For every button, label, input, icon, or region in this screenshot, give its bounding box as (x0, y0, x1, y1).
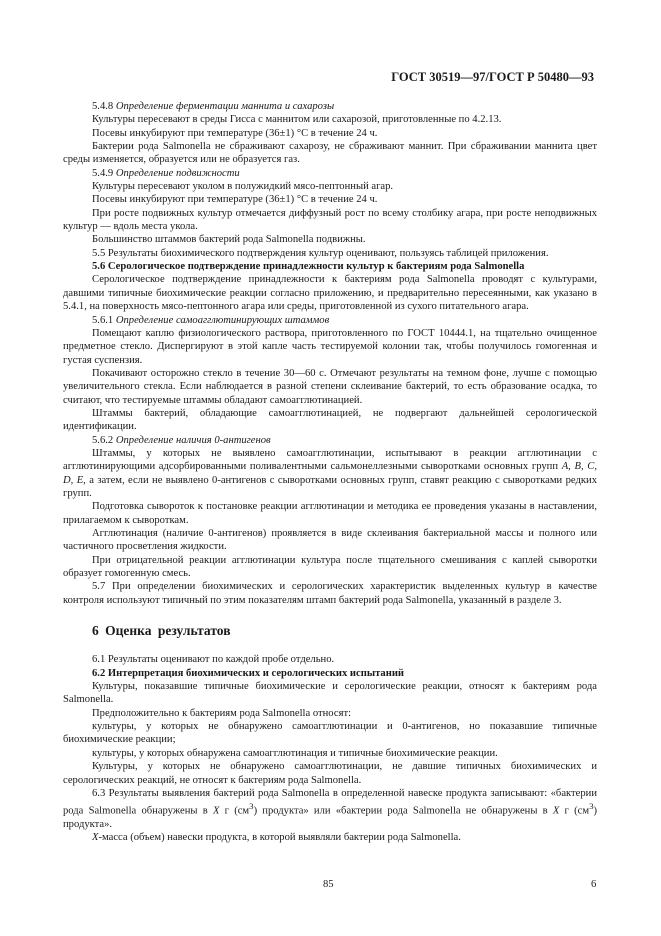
clause-5-4-8-heading: 5.4.8 Определение ферментации маннита и сахарозы (92, 101, 335, 112)
paragraph: При росте подвижных культур отмечается диффузный рост по всему столбику агара, при росте неподвижных культур — вдоль места укола. (63, 207, 597, 233)
clause-5-6-1-heading: 5.6.1 Определение самоагглютинирующих штаммов (92, 314, 330, 326)
page-number: 85 (323, 879, 334, 890)
paragraph: Штаммы, у которых не выявлено самоагглютинации, испытывают в реакции агглютинации с агглютинирующими адсорбированными поливалентными сальмонеллезными сыворотками основных групп A, B, C, D, E, а затем, если не выявлено 0-антигенов с сыворотками основных групп, ставят реакцию с сыворотками редких групп. (63, 447, 597, 499)
document-header: ГОСТ 30519—97/ГОСТ Р 50480—93 (391, 70, 594, 84)
clause-6-2-heading: 6.2 Интерпретация биохимических и серологических испытаний (92, 667, 405, 679)
paragraph: Агглютинация (наличие 0-антигенов) проявляется в виде склеивания бактериальной массы и полного или частичного просветления жидкости. (63, 528, 597, 553)
section-6-heading: 6 Оценка результатов (92, 623, 231, 639)
paragraph: Штаммы бактерий, обладающие самоагглютинацией, не подвергают дальнейшей серологической идентификации. (63, 407, 597, 433)
document-body (63, 100, 597, 845)
clause-5-4-9-heading: 5.4.9 Определение подвижности (92, 167, 240, 179)
clause-5-5: 5.5 Результаты биохимического подтверждения культур оценивают, пользуясь таблицей приложения. (92, 247, 549, 259)
paragraph: культуры, у которых обнаружена самоагглютинация и типичные биохимические реакции. (92, 747, 498, 759)
paragraph: Большинство штаммов бактерий рода Salmonella подвижны. (92, 234, 366, 246)
paragraph: Бактерии рода Salmonella не сбраживают сахарозу, не сбраживают маннит. При сбраживании маннита цвет среды изменяется, образуется или не образуется газ. (63, 141, 597, 166)
paragraph: Помещают каплю физиологического раствора, приготовленного по ГОСТ 10444.1, на тщательно очищенное предметное стекло. Диспергируют в этой капле часть тестируемой колонии так, чтобы получилось гомогенная и густая суспензия. (63, 327, 597, 366)
paragraph: Культуры, у которых не обнаружено самоагглютинации, не давшие типичных биохимических и серологических реакций, не относят к бактериям рода Salmonella. (63, 761, 597, 786)
clause-5-6-heading: 5.6 Серологическое подтверждение принадлежности культур к бактериям рода Salmonella (92, 261, 525, 273)
paragraph: Культуры пересевают уколом в полужидкий мясо-пептонный агар. (92, 181, 394, 193)
clause-6-1: 6.1 Результаты оценивают по каждой пробе отдельно. (92, 654, 335, 666)
paragraph: Посевы инкубируют при температуре (36±1) °С в течение 24 ч. (92, 194, 378, 206)
paragraph: Культуры, показавшие типичные биохимические и серологические реакции, относят к бактериям рода Salmonella. (63, 681, 597, 706)
clause-6-3: 6.3 Результаты выявления бактерий рода Salmonella в определенной навеске продукта записывают: «бактерии рода Salmonella обнаружены в X г $(см^3)$ продукта» или «бактерии рода Salmonella не обнаружены в X г $(см^3)$ продукта». (63, 787, 598, 831)
clause-5-7: 5.7 При определении биохимических и серологических характеристик выделенных культур в качестве контроля используют типичный по этим показателям штамп бактерий рода Salmonella, указанный в разделе 3. (63, 581, 597, 606)
paragraph: Подготовка сывороток к постановке реакции агглютинации и методика ее проведения указаны в наставлении, прилагаемом к сывороткам. (63, 501, 597, 526)
clause-5-6-2-heading: 5.6.2 Определение наличия 0-антигенов (92, 434, 271, 446)
paragraph: Посевы инкубируют при температуре (36±1) °С в течение 24 ч. (92, 127, 378, 139)
page-number-right: 6 (591, 879, 597, 890)
paragraph: Предположительно к бактериям рода Salmonella относят: (92, 707, 352, 719)
paragraph: X-масса (объем) навески продукта, в которой выявляли бактерии рода Salmonella. (92, 832, 461, 844)
paragraph: Покачивают осторожно стекло в течение 30—60 с. Отмечают результаты на темном фоне, лучше с помощью увеличительного стекла. Если наблюдается в разной степени склеивание бактерий, то есть образование осадка, то считают, что тестируемые штаммы обладают самоагглютинацией. (63, 367, 597, 406)
paragraph: культуры, у которых не обнаружено самоагглютинации и 0-антигенов, но показавшие типичные биохимические реакции; (63, 721, 597, 746)
paragraph: При отрицательной реакции агглютинации культура после тщательного смешивания с каплей сыворотки образует гомогенную смесь. (63, 554, 597, 580)
paragraph: Культуры пересевают в среды Гисса с маннитом или сахарозой, приготовленные по 4.2.13. (92, 114, 502, 126)
paragraph: Серологическое подтверждение принадлежности к бактериям рода Salmonella проводят с культурами, давшими типичные биохимические реакции согласно приложению, и предварительно пересеянными, как указано в 5.4.1, на поверхность мясо-пептонного агара или среды, приготовленной из сухого питательного агара. (63, 274, 597, 313)
